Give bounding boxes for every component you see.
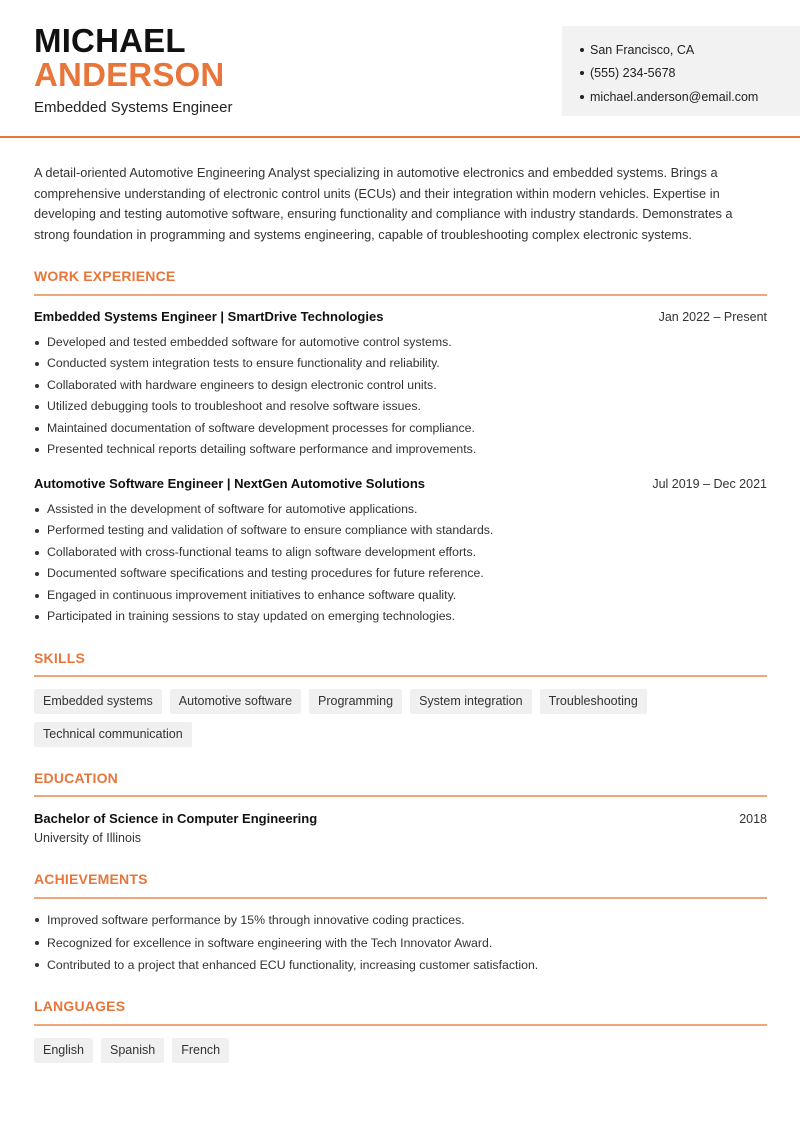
section-divider [34, 294, 767, 296]
languages-list [34, 1038, 767, 1063]
job-dates: Jan 2022 – Present [658, 310, 767, 324]
skill-tag: Technical communication [34, 722, 192, 747]
list-item: Assisted in the development of software for automotive applications. [34, 499, 767, 520]
list-item: Presented technical reports detailing software performance and improvements. [34, 439, 767, 460]
bullet-icon [580, 48, 584, 52]
list-item: Documented software specifications and testing procedures for future reference. [34, 563, 767, 584]
list-item: Developed and tested embedded software for automotive control systems. [34, 332, 767, 353]
job-bullets [34, 499, 767, 627]
language-tag: French [172, 1038, 229, 1063]
skill-tag: Programming [309, 689, 402, 714]
section-title-skills: SKILLS [34, 650, 85, 666]
list-item: Utilized debugging tools to troubleshoot and resolve software issues. [34, 396, 767, 417]
job-bullets [34, 332, 767, 460]
list-item: Collaborated with cross-functional teams to align software development efforts. [34, 542, 767, 563]
job-role: Embedded Systems Engineer | SmartDrive Technologies [34, 309, 384, 324]
section-divider [34, 1024, 767, 1026]
list-item: Recognized for excellence in software engineering with the Tech Innovator Award. [34, 932, 767, 955]
list-item: Collaborated with hardware engineers to design electronic control units. [34, 375, 767, 396]
list-item: Participated in training sessions to stay updated on emerging technologies. [34, 606, 767, 627]
achievements-list [34, 909, 767, 977]
bullet-icon [580, 95, 584, 99]
school-name: University of Illinois [34, 831, 141, 845]
education-header [34, 811, 767, 826]
skill-tag: Troubleshooting [540, 689, 647, 714]
language-tag: Spanish [101, 1038, 164, 1063]
contact-email: michael.anderson@email.com [580, 85, 800, 109]
resume-header [0, 0, 800, 138]
section-divider [34, 795, 767, 797]
job-header [34, 309, 767, 324]
skills-list [34, 689, 767, 747]
section-title-languages: LANGUAGES [34, 998, 126, 1014]
list-item: Contributed to a project that enhanced ECU functionality, increasing customer satisfaction. [34, 954, 767, 977]
summary-text: A detail-oriented Automotive Engineering Analyst specializing in automotive electronics and embedded systems. Brings a comprehensive understanding of electronic control units (ECUs) and their integration within modern vehicles. Expertise in developing and testing automotive software, ensuring functionality and compliance with industry standards. Demonstrates a strong foundation in programming and systems engineering, capable of troubleshooting complex electronic systems. [34, 165, 733, 243]
job-header [34, 476, 767, 491]
section-title-education: EDUCATION [34, 770, 118, 786]
last-name: ANDERSON [34, 56, 225, 93]
graduation-year: 2018 [739, 812, 767, 826]
list-item: Conducted system integration tests to ensure functionality and reliability. [34, 353, 767, 374]
list-item: Improved software performance by 15% through innovative coding practices. [34, 909, 767, 932]
section-divider [34, 675, 767, 677]
contact-location: San Francisco, CA [580, 38, 800, 62]
skill-tag: Embedded systems [34, 689, 162, 714]
bullet-icon [580, 71, 584, 75]
list-item: Performed testing and validation of software to ensure compliance with standards. [34, 520, 767, 541]
first-name: MICHAEL [34, 22, 186, 59]
language-tag: English [34, 1038, 93, 1063]
skill-tag: System integration [410, 689, 532, 714]
list-item: Maintained documentation of software development processes for compliance. [34, 418, 767, 439]
list-item: Engaged in continuous improvement initiatives to enhance software quality. [34, 585, 767, 606]
job-title: Embedded Systems Engineer [34, 99, 233, 116]
skill-tag: Automotive software [170, 689, 301, 714]
section-title-work: WORK EXPERIENCE [34, 268, 176, 284]
contact-box [562, 26, 800, 116]
job-dates: Jul 2019 – Dec 2021 [652, 477, 767, 491]
section-title-achievements: ACHIEVEMENTS [34, 871, 148, 887]
section-divider [34, 897, 767, 899]
contact-phone: (555) 234-5678 [580, 62, 800, 86]
job-role: Automotive Software Engineer | NextGen Automotive Solutions [34, 476, 426, 491]
degree: Bachelor of Science in Computer Engineering [34, 811, 318, 826]
